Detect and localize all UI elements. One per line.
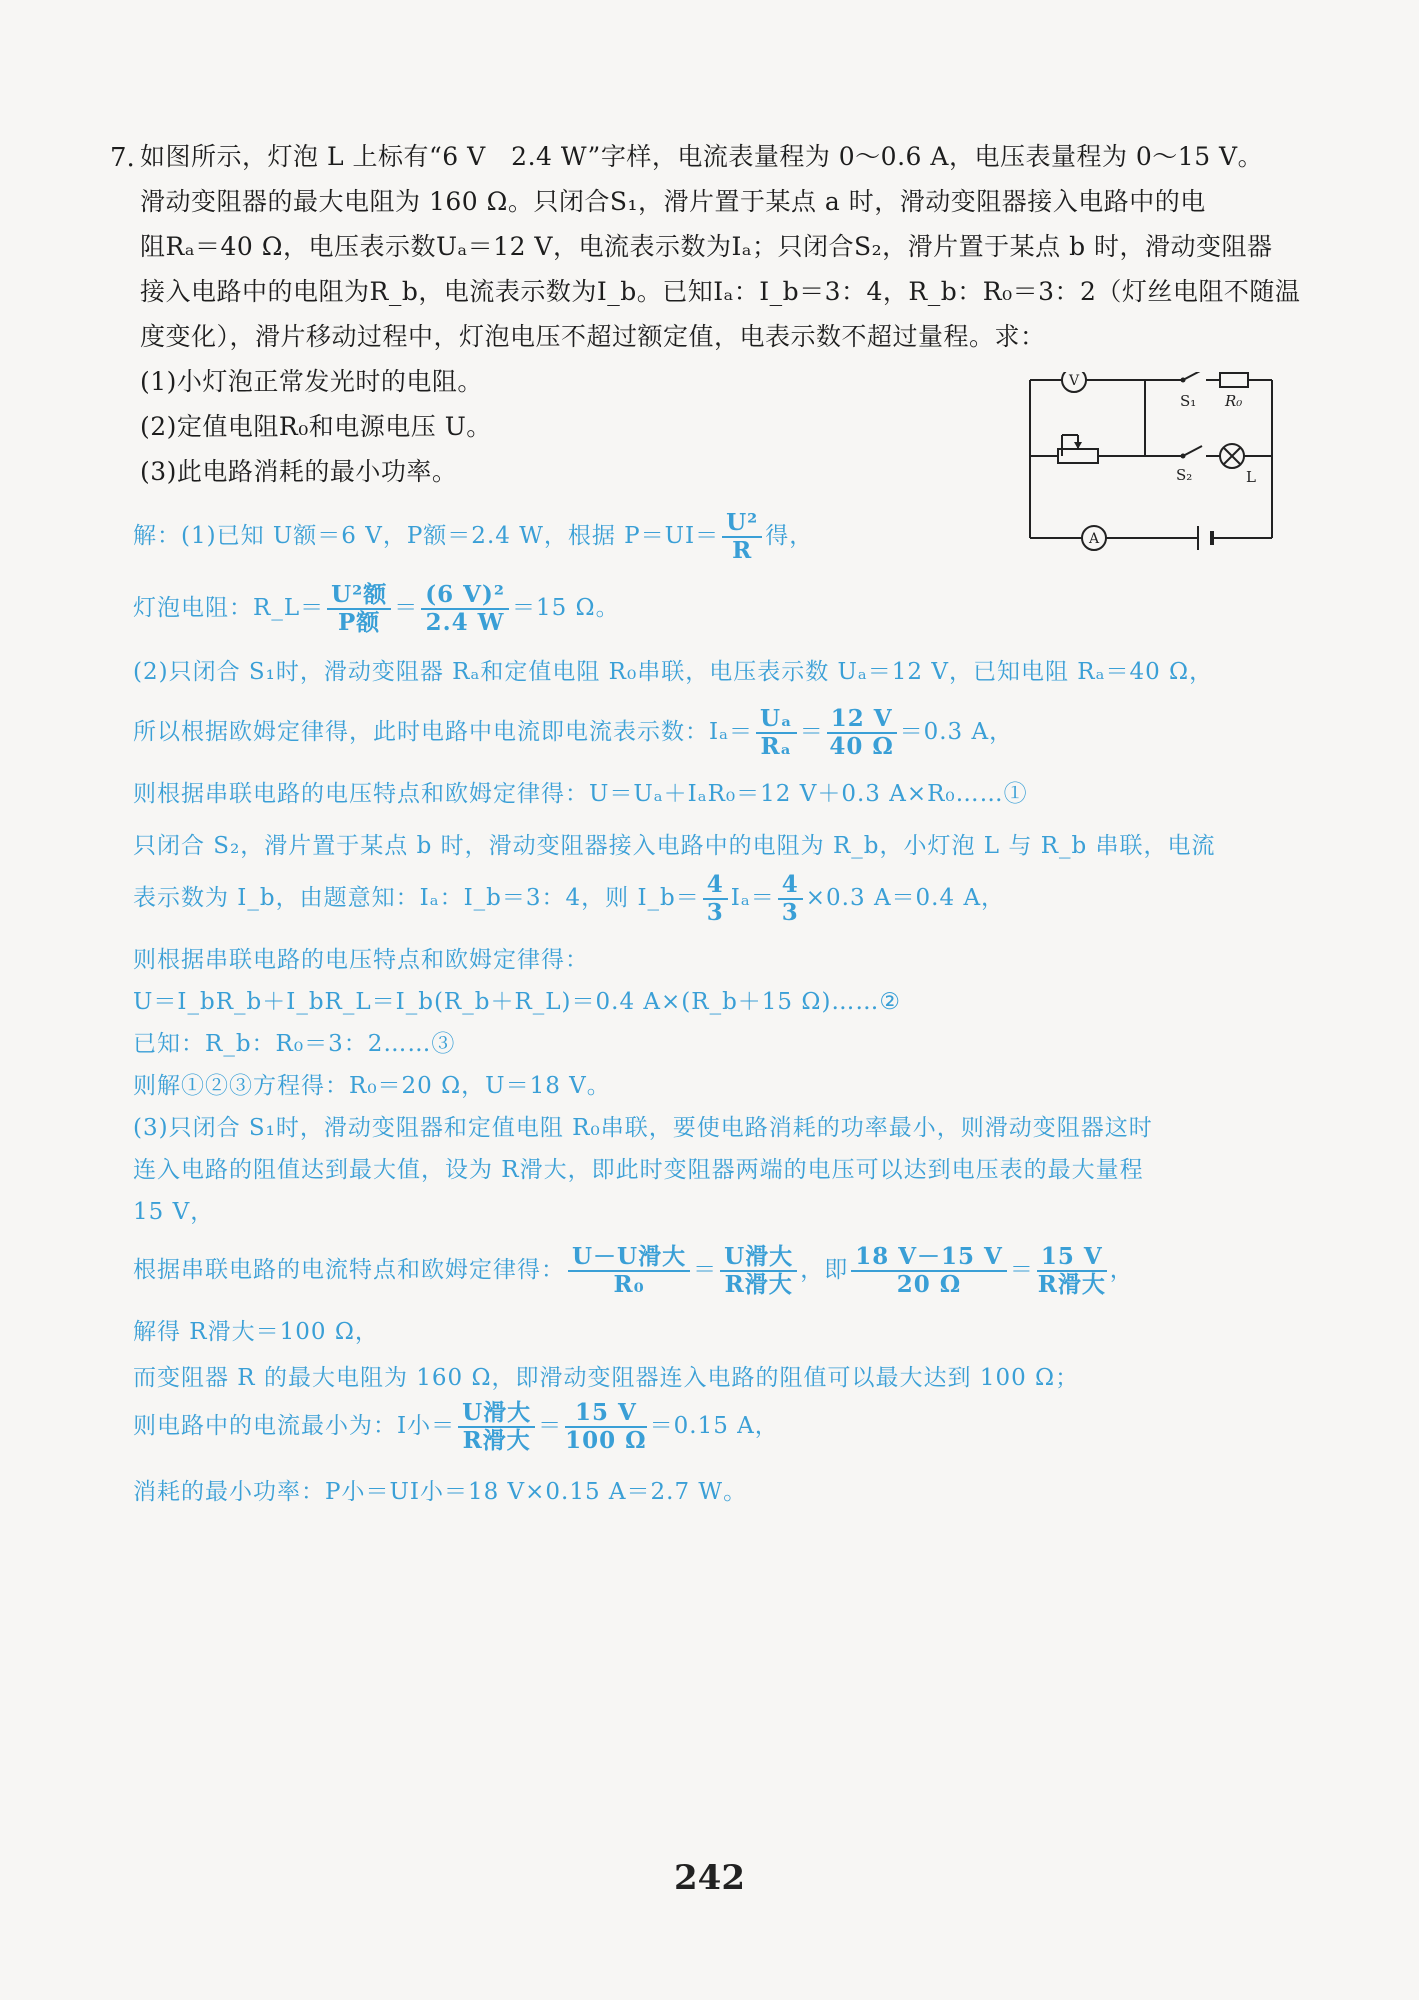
question-number: 7. xyxy=(110,143,135,173)
fraction: $\frac{15 V}{\text{R滑大}}$ xyxy=(1037,1243,1106,1298)
question-line-1: 如图所示，灯泡 L 上标有“6 V 2.4 W”字样，电流表量程为 0～0.6 A，电压表量程为 0～15 V。 xyxy=(140,142,1264,171)
fraction: $\frac{18 V-15 V}{20 \Omega}$ xyxy=(851,1244,1007,1298)
fraction: $\frac{\text{U²}}{R}$ xyxy=(722,510,762,564)
solution-line-14: 15 V， xyxy=(133,1199,215,1225)
fraction: $\frac{\text{(6 V)²}}{2.4 W}$ xyxy=(421,582,509,636)
fraction: $\frac{\text{Uₐ}}{\text{Rₐ}}$ xyxy=(756,706,797,760)
solution-line-4: 所以根据欧姆定律得，此时电路中电流即电流表示数：Iₐ＝ $\frac{\text{Uₐ}}{\text{Rₐ}}$ ＝ $\frac{12 V}{40 \Omega}$ ＝0.3 A， xyxy=(133,705,1014,760)
question-line-4: 接入电路中的电阻为R_b，电流表示数为I_b。已知Iₐ：I_b＝3：4，R_b：R₀＝3：2（灯丝电阻不随温 xyxy=(140,277,1301,306)
solution-line-10: 已知：R_b：R₀＝3：2……③ xyxy=(133,1031,456,1057)
voltmeter-label: V xyxy=(1068,373,1080,389)
fraction: $\frac{\text{U滑大}}{\text{R滑大}}$ xyxy=(458,1400,535,1454)
lamp-label: L xyxy=(1246,468,1256,486)
solution-line-2: 灯泡电阻：R_L＝ $\frac{\text{U²额}}{\text{P额}}$ ＝ $\frac{\text{(6 V)²}}{2.4 W}$ ＝15 Ω。 xyxy=(133,581,620,636)
solution-line-17: 而变阻器 R 的最大电阻为 160 Ω，即滑动变阻器连入电路的阻值可以最大达到 100 Ω； xyxy=(133,1365,1080,1391)
solution-line-19: 消耗的最小功率：P小＝UI小＝18 V×0.15 A＝2.7 W。 xyxy=(133,1479,748,1505)
question-line-5: 度变化），滑片移动过程中，灯泡电压不超过额定值，电表示数不超过量程。求： xyxy=(140,322,1046,351)
solution-line-3: (2)只闭合 S₁时，滑动变阻器 Rₐ和定值电阻 R₀串联，电压表示数 Uₐ＝12 V，已知电阻 Rₐ＝40 Ω， xyxy=(133,659,1214,685)
fraction: $\frac{15 V}{100 \Omega}$ xyxy=(565,1399,647,1454)
fraction: $\frac{\text{U滑大}}{\text{R滑大}}$ xyxy=(720,1244,797,1298)
ammeter-label: A xyxy=(1088,531,1100,547)
solution-line-13: 连入电路的阻值达到最大值，设为 R滑大，即此时变阻器两端的电压可以达到电压表的最大量程 xyxy=(133,1157,1144,1183)
solution-line-6: 只闭合 S₂，滑片置于某点 b 时，滑动变阻器接入电路中的电阻为 R_b，小灯泡 L 与 R_b 串联，电流 xyxy=(133,833,1216,859)
question-part-1: (1)小灯泡正常发光时的电阻。 xyxy=(140,367,483,396)
switch-s2-label: S₂ xyxy=(1176,466,1193,484)
solution-line-5: 则根据串联电路的电压特点和欧姆定律得：U＝Uₐ＋IₐR₀＝12 V＋0.3 A×R₀……① xyxy=(133,781,1028,807)
solution-line-8: 则根据串联电路的电压特点和欧姆定律得： xyxy=(133,947,589,973)
fraction: $\frac{\text{U²额}}{\text{P额}}$ xyxy=(327,582,391,636)
fraction: $\frac{4}{3}$ xyxy=(778,872,803,926)
question-part-3: (3)此电路消耗的最小功率。 xyxy=(140,457,458,486)
solution-line-18: 则电路中的电流最小为：I小＝ $\frac{\text{U滑大}}{\text{R滑大}}$ ＝ $\frac{15 V}{100 \Omega}$ ＝0.15 A， xyxy=(133,1399,779,1454)
resistor-r0-label: R₀ xyxy=(1225,392,1243,410)
question-line-3: 阻Rₐ＝40 Ω，电压表示数Uₐ＝12 V，电流表示数为Iₐ；只闭合S₂，滑片置于某点 b 时，滑动变阻器 xyxy=(140,232,1273,261)
question-line-2: 滑动变阻器的最大电阻为 160 Ω。只闭合S₁，滑片置于某点 a 时，滑动变阻器接入电路中的电 xyxy=(140,187,1206,216)
question-part-2: (2)定值电阻R₀和电源电压 U。 xyxy=(140,412,492,441)
solution-line-1: 解：(1)已知 U额＝6 V，P额＝2.4 W，根据 P＝UI＝ $\frac{\text{U²}}{R}$ 得， xyxy=(133,509,814,564)
solution-line-11: 则解①②③方程得：R₀＝20 Ω，U＝18 V。 xyxy=(133,1073,611,1099)
fraction: $\frac{4}{3}$ xyxy=(703,872,728,926)
solution-line-16: 解得 R滑大＝100 Ω， xyxy=(133,1319,379,1345)
circuit-diagram xyxy=(1020,372,1290,572)
switch-s1-label: S₁ xyxy=(1180,392,1197,410)
fraction: $\frac{\text{U－U滑大}}{\text{R₀}}$ xyxy=(568,1244,690,1298)
page-number: 242 xyxy=(674,1858,745,1898)
solution-line-15: 根据串联电路的电流特点和欧姆定律得： $\frac{\text{U－U滑大}}{\text{R₀}}$ ＝ $\frac{\text{U滑大}}{\text{R滑大}}$ ，即 $\frac{18 V-15 V}{20 \Omega}$ ＝ $\frac{15 V}{\text{R滑大}}$ ， xyxy=(133,1243,1134,1298)
solution-line-12: (3)只闭合 S₁时，滑动变阻器和定值电阻 R₀串联，要使电路消耗的功率最小，则滑动变阻器这时 xyxy=(133,1115,1153,1141)
solution-line-9: U＝I_bR_b＋I_bR_L＝I_b(R_b＋R_L)＝0.4 A×(R_b＋15 Ω)……② xyxy=(133,989,902,1015)
solution-line-7: 表示数为 I_b，由题意知：Iₐ：I_b＝3：4，则 I_b＝ $\frac{4}{3}$ Iₐ＝ $\frac{4}{3}$ ×0.3 A＝0.4 A， xyxy=(133,871,1006,926)
fraction: $\frac{12 V}{40 \Omega}$ xyxy=(827,706,897,760)
